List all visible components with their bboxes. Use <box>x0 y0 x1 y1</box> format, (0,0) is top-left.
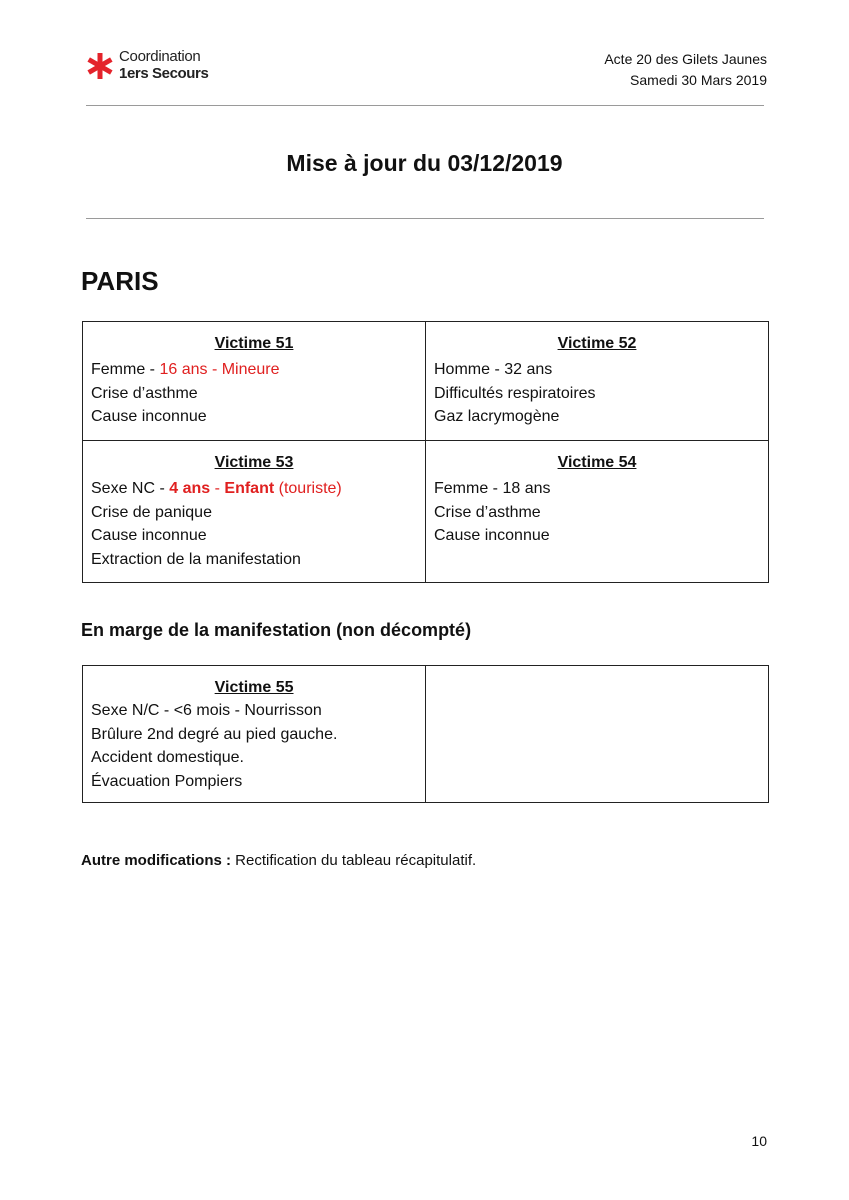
victim-category-highlight: Enfant <box>224 480 275 497</box>
victim-line: Homme - 32 ans <box>434 361 553 378</box>
page-title: Mise à jour du 03/12/2019 <box>286 150 563 176</box>
margin-victims-table <box>82 665 769 803</box>
event-name: Acte 20 des Gilets Jaunes <box>604 51 767 67</box>
logo-line2: 1ers Secours <box>119 65 209 82</box>
divider <box>86 218 764 219</box>
victim-cell-51 <box>83 322 426 441</box>
victim-title: Victime 52 <box>557 335 637 352</box>
victim-line: Extraction de la manifestation <box>91 550 301 568</box>
logo-line1: Coordination <box>119 48 201 65</box>
margin-section-heading: En marge de la manifestation (non décompté) <box>81 620 472 640</box>
victim-line: Crise d’asthme <box>434 503 541 521</box>
victim-title: Victime 55 <box>214 679 294 696</box>
header-info <box>604 49 767 91</box>
page-number: 10 <box>751 1133 767 1149</box>
victims-table <box>82 321 769 583</box>
empty-cell <box>426 666 769 803</box>
victim-line: Crise de panique <box>91 503 212 521</box>
victim-title: Victime 54 <box>557 454 637 471</box>
victim-age-highlight: 16 ans - Mineure <box>159 361 280 378</box>
victim-line: Femme - 16 ans - Mineure <box>91 361 280 378</box>
victim-cell-54 <box>426 441 769 583</box>
victim-title: Victime 51 <box>214 335 294 352</box>
victim-cell-53 <box>83 441 426 583</box>
victim-line: Gaz lacrymogène <box>434 408 560 425</box>
victim-title: Victime 53 <box>214 454 294 471</box>
section-title: PARIS <box>81 266 159 296</box>
victim-age-highlight: 4 ans <box>169 480 211 497</box>
victim-line: Cause inconnue <box>91 408 207 425</box>
victim-line: Brûlure 2nd degré au pied gauche. <box>91 725 338 743</box>
victim-line: Difficultés respiratoires <box>434 384 596 402</box>
victim-line: Sexe N/C - <6 mois - Nourrisson <box>91 702 322 719</box>
victim-line: Femme - 18 ans <box>434 480 551 497</box>
victim-line: Cause inconnue <box>434 527 550 544</box>
asterisk-logo-icon <box>86 52 114 80</box>
victim-cell-55 <box>83 666 426 803</box>
other-modifications-text: Rectification du tableau récapitulatif. <box>231 852 477 869</box>
event-date: Samedi 30 Mars 2019 <box>630 72 767 88</box>
victim-line: Évacuation Pompiers <box>91 772 243 790</box>
other-modifications <box>81 852 476 869</box>
divider <box>86 105 764 106</box>
logo <box>86 48 236 88</box>
victim-line: Sexe NC - 4 ans - Enfant (touriste) <box>91 480 342 497</box>
victim-line: Accident domestique. <box>91 749 244 766</box>
other-modifications-label: Autre modifications : <box>81 852 232 869</box>
victim-cell-52 <box>426 322 769 441</box>
victim-line: Cause inconnue <box>91 527 207 544</box>
victim-line: Crise d’asthme <box>91 384 198 402</box>
